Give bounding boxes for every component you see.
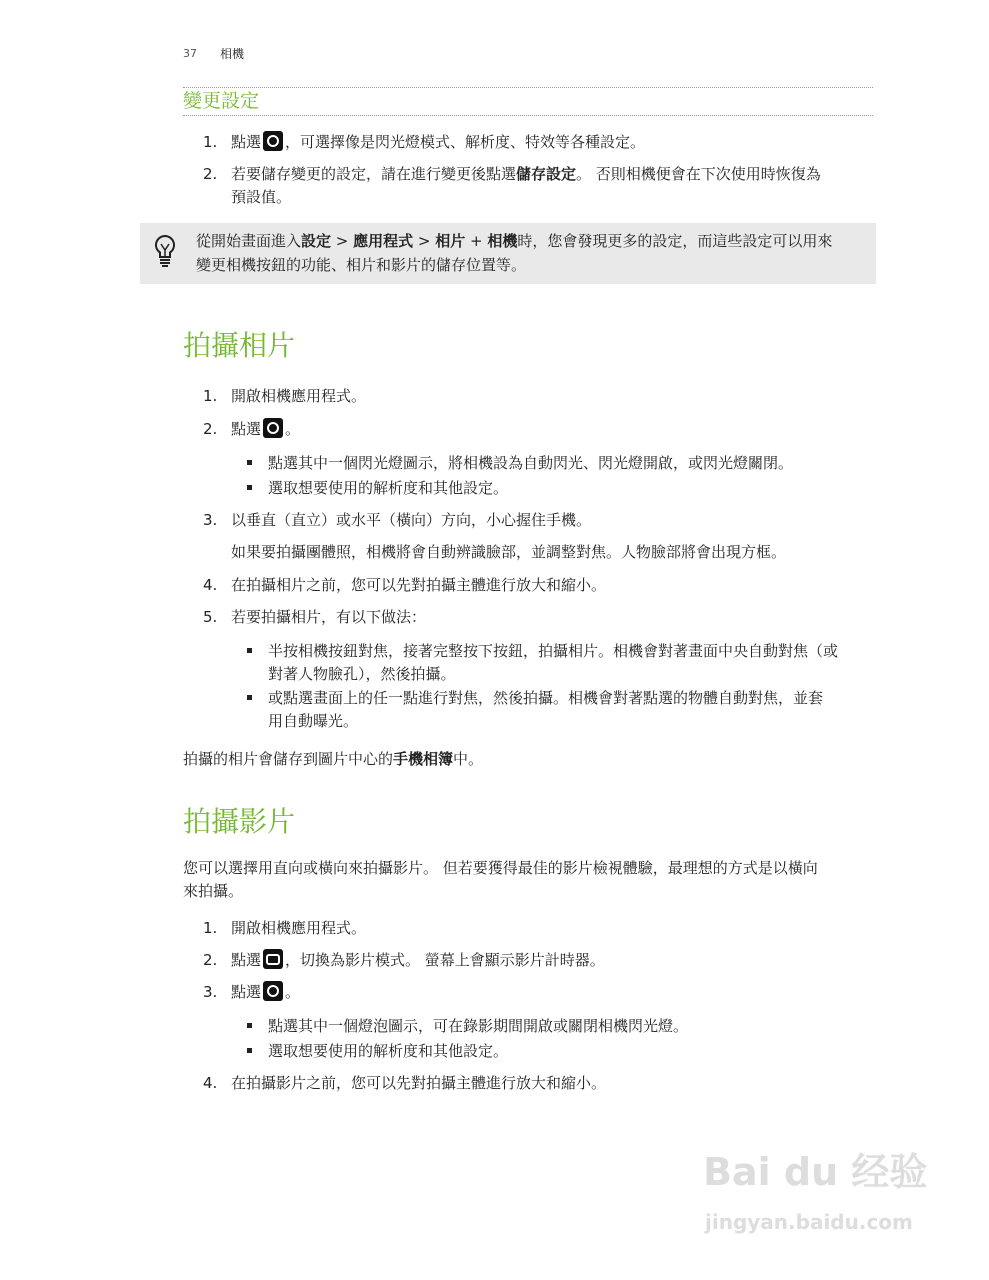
text: 點選 xyxy=(231,983,262,1001)
text: 。 否則相機便會在下次使用時恢復為 xyxy=(576,165,821,183)
bullet-item: 選取想要使用的解析度和其他設定。 xyxy=(268,479,509,497)
divider xyxy=(183,87,873,88)
text: ，切換為影片模式。 螢幕上會顯示影片計時器。 xyxy=(285,951,605,969)
bold-text: 手機相簿 xyxy=(393,750,454,768)
tip-text: 變更相機按鈕的功能、相片和影片的儲存位置等。 xyxy=(196,256,527,274)
list-item xyxy=(231,949,605,972)
list-number: 3. xyxy=(203,983,218,1001)
list-item: 開啟相機應用程式。 xyxy=(231,387,367,405)
list-item xyxy=(231,981,300,1004)
bold-text: 相片 xyxy=(435,232,466,250)
list-number: 3. xyxy=(203,511,218,529)
text: 點選 xyxy=(231,951,262,969)
bullet xyxy=(247,485,252,490)
bullet-item: 對著人物臉孔），然後拍攝。 xyxy=(268,665,456,683)
tip-text xyxy=(196,230,832,253)
bold-text: 相機 xyxy=(487,232,518,250)
bullet-item: 點選其中一個燈泡圖示，可在錄影期間開啟或關閉相機閃光燈。 xyxy=(268,1017,689,1035)
chapter-title: 相機 xyxy=(220,47,245,61)
paragraph xyxy=(183,748,483,771)
lightbulb-icon xyxy=(153,234,177,268)
text: > xyxy=(413,232,436,250)
text: 時，您會發現更多的設定，而這些設定可以用來 xyxy=(517,232,833,250)
list-number: 5. xyxy=(203,608,218,626)
list-number: 2. xyxy=(203,420,218,438)
list-number: 1. xyxy=(203,133,218,151)
list-item xyxy=(231,163,821,186)
tip-box xyxy=(140,223,876,284)
text: 拍攝的相片會儲存到圖片中心的 xyxy=(183,750,394,768)
text: 。 xyxy=(285,983,301,1001)
text: 。 xyxy=(285,420,301,438)
bullet xyxy=(247,1048,252,1053)
list-item xyxy=(231,131,645,154)
list-item: 在拍攝相片之前，您可以先對拍攝主體進行放大和縮小。 xyxy=(231,576,607,594)
bullet-item: 點選其中一個閃光燈圖示，將相機設為自動閃光、閃光燈開啟，或閃光燈關閉。 xyxy=(268,454,794,472)
text: 從開始畫面進入 xyxy=(196,232,302,250)
settings-icon xyxy=(263,131,283,151)
list-number: 4. xyxy=(203,1074,218,1092)
list-item: 以垂直（直立）或水平（橫向）方向，小心握住手機。 xyxy=(231,511,592,529)
bullet-item: 用自動曝光。 xyxy=(268,712,359,730)
text: 若要儲存變更的設定，請在進行變更後點選 xyxy=(231,165,517,183)
text: 預設值。 xyxy=(231,188,292,206)
settings-icon xyxy=(263,981,283,1001)
page-number: 37 xyxy=(183,47,197,60)
list-item: 開啟相機應用程式。 xyxy=(231,919,367,937)
list-number: 4. xyxy=(203,576,218,594)
bullet-item: 選取想要使用的解析度和其他設定。 xyxy=(268,1042,509,1060)
video-camera-icon xyxy=(263,949,283,969)
list-item: 若要拍攝相片，有以下做法： xyxy=(231,608,427,626)
section-heading: 變更設定 xyxy=(183,90,260,112)
list-number: 1. xyxy=(203,387,218,405)
section-heading: 拍攝影片 xyxy=(183,805,296,838)
text: 點選 xyxy=(231,420,262,438)
settings-icon xyxy=(263,418,283,438)
text: ，可選擇像是閃光燈模式、解析度、特效等各種設定。 xyxy=(285,133,646,151)
paragraph: 您可以選擇用直向或橫向來拍攝影片。 但若要獲得最佳的影片檢視體驗，最理想的方式是以橫向 xyxy=(183,859,818,877)
text: > xyxy=(331,232,354,250)
bullet-item: 或點選畫面上的任一點進行對焦，然後拍攝。相機會對著點選的物體自動對焦，並套 xyxy=(268,689,824,707)
paragraph: 來拍攝。 xyxy=(183,882,244,900)
watermark-url: jingyan.baidu.com xyxy=(705,1210,913,1234)
list-item: 在拍攝影片之前，您可以先對拍攝主體進行放大和縮小。 xyxy=(231,1074,607,1092)
list-number: 2. xyxy=(203,165,218,183)
bullet-item: 半按相機按鈕對焦，接著完整按下按鈕，拍攝相片。相機會對著畫面中央自動對焦（或 xyxy=(268,642,839,660)
bullet xyxy=(247,648,252,653)
bullet xyxy=(247,1023,252,1028)
list-number: 1. xyxy=(203,919,218,937)
paragraph: 如果要拍攝團體照，相機將會自動辨識臉部，並調整對焦。人物臉部將會出現方框。 xyxy=(231,543,787,561)
section-heading: 拍攝相片 xyxy=(183,329,296,362)
text: 中。 xyxy=(453,750,484,768)
bullet xyxy=(247,460,252,465)
bold-text: 設定 xyxy=(301,232,332,250)
text: + xyxy=(465,232,488,250)
bold-text: 儲存設定 xyxy=(516,165,577,183)
bullet xyxy=(247,695,252,700)
list-number: 2. xyxy=(203,951,218,969)
watermark-logo: Bai du 经验 xyxy=(703,1150,928,1194)
list-item xyxy=(231,418,300,441)
bold-text: 應用程式 xyxy=(353,232,414,250)
divider xyxy=(183,115,873,116)
text: 點選 xyxy=(231,133,262,151)
